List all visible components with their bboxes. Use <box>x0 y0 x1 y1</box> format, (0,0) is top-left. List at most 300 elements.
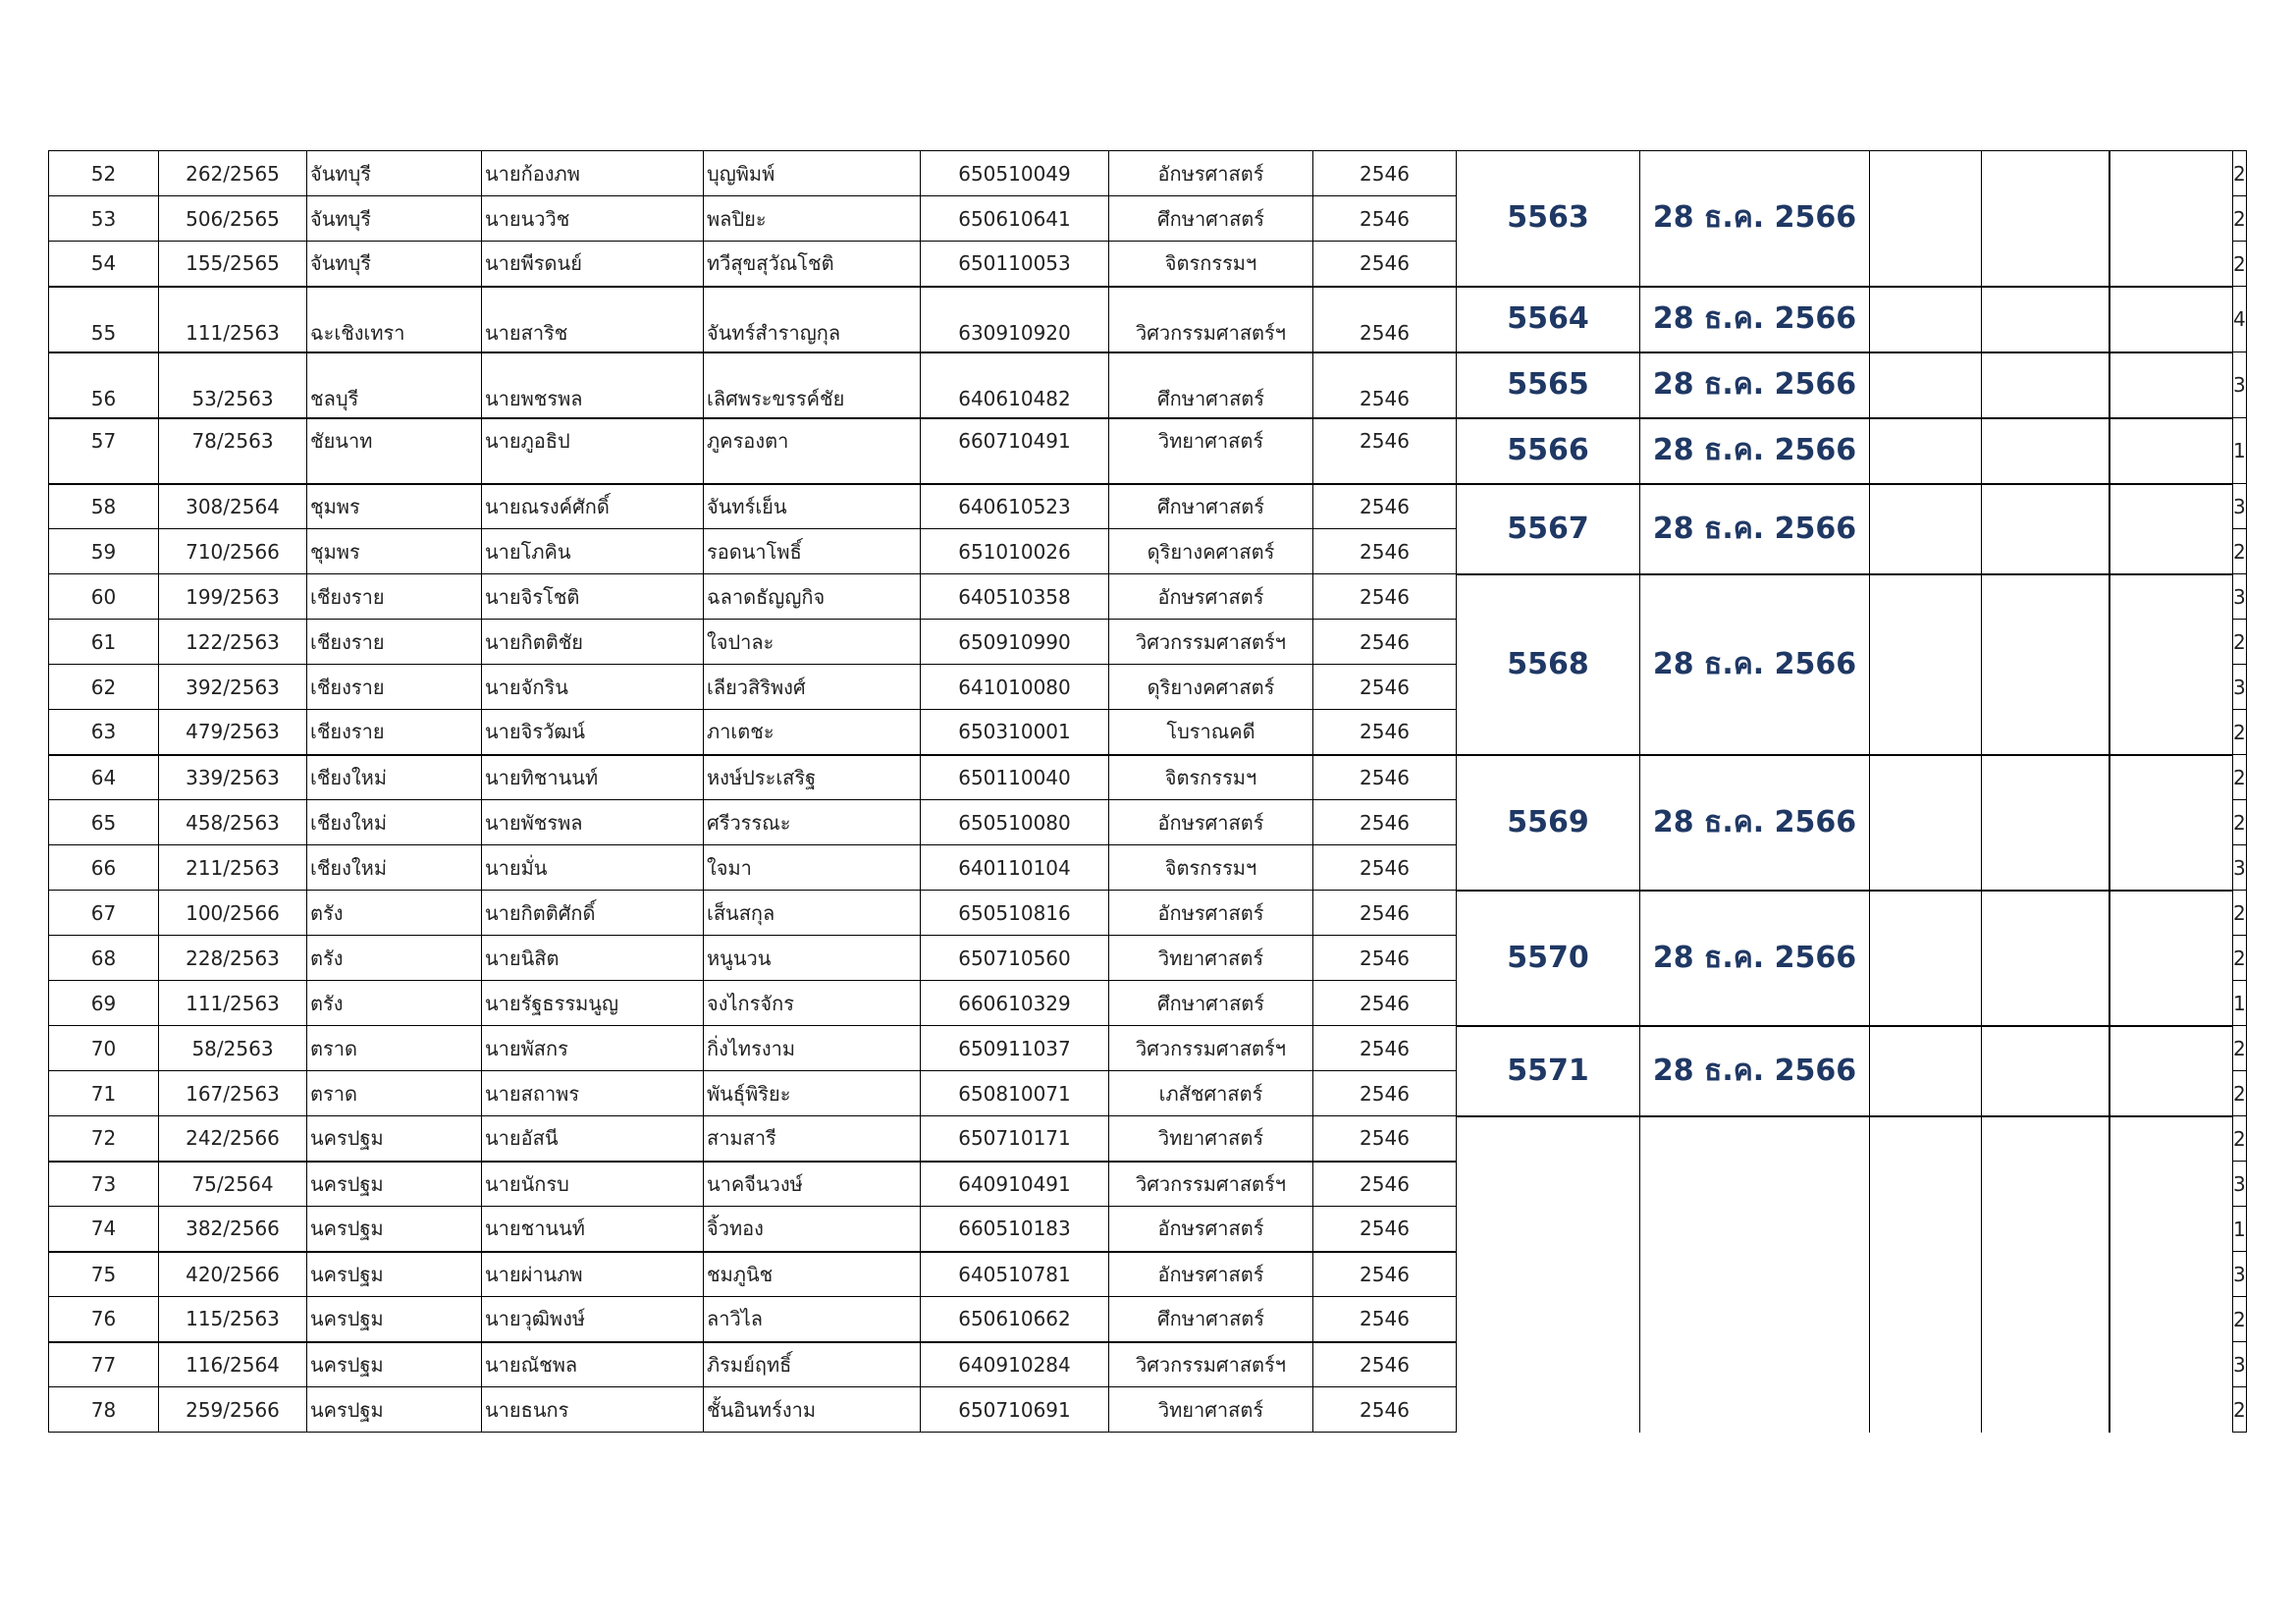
cell-faculty: อักษรศาสตร์ <box>1109 574 1313 620</box>
cell-student-id: 650610662 <box>921 1297 1109 1342</box>
cell-province: จันทบุรี <box>307 196 482 242</box>
cell-first-name: นายพชรพล <box>482 352 704 418</box>
cell-province: ตราด <box>307 1026 482 1071</box>
cell-ref: 392/2563 <box>159 665 307 710</box>
cell-first-name: นายภูอธิป <box>482 418 704 484</box>
cell-first-name: นายก้องภพ <box>482 151 704 196</box>
cell-student-id: 640110104 <box>921 845 1109 891</box>
cell-first-name: นายทิชานนท์ <box>482 755 704 800</box>
cell-ref: 78/2563 <box>159 418 307 484</box>
cell-ref: 58/2563 <box>159 1026 307 1071</box>
cell-province: นครปฐม <box>307 1162 482 1207</box>
cell-ref: 211/2563 <box>159 845 307 891</box>
cell-faculty: อักษรศาสตร์ <box>1109 800 1313 845</box>
cell-province: ตรัง <box>307 936 482 981</box>
cell-no: 72 <box>49 1116 159 1162</box>
cell-first-name: นายพัสกร <box>482 1026 704 1071</box>
group-number <box>1457 1116 1640 1433</box>
cell-first-name: นายชานนท์ <box>482 1207 704 1252</box>
group-number: 5563 <box>1457 151 1640 287</box>
cell-no: 57 <box>49 418 159 484</box>
group-empty-1 <box>1870 755 1982 891</box>
cell-first-name: นายกิตติชัย <box>482 620 704 665</box>
cell-province: นครปฐม <box>307 1116 482 1162</box>
cell-last-col: 2 <box>2233 1387 2247 1433</box>
cell-student-id: 651010026 <box>921 529 1109 574</box>
cell-first-name: นายวุฒิพงษ์ <box>482 1297 704 1342</box>
group-empty-1 <box>1870 891 1982 1026</box>
cell-last-name: จิ้วทอง <box>704 1207 921 1252</box>
table-row <box>49 418 2247 484</box>
cell-no: 67 <box>49 891 159 936</box>
cell-province: ชลบุรี <box>307 352 482 418</box>
cell-last-name: กิ่งไทรงาม <box>704 1026 921 1071</box>
cell-last-col: 3 <box>2233 845 2247 891</box>
cell-first-name: นายพีรดนย์ <box>482 242 704 287</box>
cell-year: 2546 <box>1313 981 1457 1026</box>
cell-first-name: นายธนกร <box>482 1387 704 1433</box>
cell-faculty: ศึกษาศาสตร์ <box>1109 352 1313 418</box>
group-empty-2 <box>1982 287 2109 352</box>
cell-year: 2546 <box>1313 845 1457 891</box>
group-empty-2 <box>1982 484 2109 574</box>
cell-ref: 122/2563 <box>159 620 307 665</box>
cell-student-id: 650110053 <box>921 242 1109 287</box>
cell-last-col: 2 <box>2233 529 2247 574</box>
cell-province: ชุมพร <box>307 529 482 574</box>
cell-year: 2546 <box>1313 1342 1457 1387</box>
cell-ref: 155/2565 <box>159 242 307 287</box>
cell-no: 54 <box>49 242 159 287</box>
cell-first-name: นายนักรบ <box>482 1162 704 1207</box>
cell-last-name: จันทร์เย็น <box>704 484 921 529</box>
cell-first-name: นายสาริช <box>482 287 704 352</box>
group-date: 28 ธ.ค. 2566 <box>1640 484 1870 574</box>
cell-faculty: เภสัชศาสตร์ <box>1109 1071 1313 1116</box>
cell-year: 2546 <box>1313 151 1457 196</box>
cell-year: 2546 <box>1313 936 1457 981</box>
cell-year: 2546 <box>1313 1071 1457 1116</box>
cell-province: เชียงใหม่ <box>307 845 482 891</box>
group-date: 28 ธ.ค. 2566 <box>1640 352 1870 418</box>
cell-faculty: ดุริยางคศาสตร์ <box>1109 529 1313 574</box>
cell-year: 2546 <box>1313 891 1457 936</box>
cell-student-id: 630910920 <box>921 287 1109 352</box>
cell-last-col: 3 <box>2233 484 2247 529</box>
cell-first-name: นายรัฐธรรมนูญ <box>482 981 704 1026</box>
table-row <box>49 574 2247 620</box>
cell-faculty: ศึกษาศาสตร์ <box>1109 1297 1313 1342</box>
cell-last-name: ภาเตชะ <box>704 710 921 755</box>
cell-first-name: นายโภคิน <box>482 529 704 574</box>
cell-year: 2546 <box>1313 1207 1457 1252</box>
record-table <box>48 150 2247 1433</box>
cell-faculty: โบราณคดี <box>1109 710 1313 755</box>
cell-student-id: 640910284 <box>921 1342 1109 1387</box>
cell-province: นครปฐม <box>307 1252 482 1297</box>
group-date: 28 ธ.ค. 2566 <box>1640 418 1870 484</box>
cell-ref: 262/2565 <box>159 151 307 196</box>
group-date: 28 ธ.ค. 2566 <box>1640 287 1870 352</box>
cell-faculty: วิทยาศาสตร์ <box>1109 1116 1313 1162</box>
cell-province: ตราด <box>307 1071 482 1116</box>
group-empty-1 <box>1870 1116 1982 1433</box>
cell-first-name: นายณรงค์ศักดิ์ <box>482 484 704 529</box>
cell-first-name: นายผ่านภพ <box>482 1252 704 1297</box>
cell-first-name: นายสถาพร <box>482 1071 704 1116</box>
cell-last-name: นาคจีนวงษ์ <box>704 1162 921 1207</box>
cell-last-col: 3 <box>2233 574 2247 620</box>
cell-last-col: 2 <box>2233 1026 2247 1071</box>
group-date: 28 ธ.ค. 2566 <box>1640 755 1870 891</box>
group-empty-1 <box>1870 484 1982 574</box>
cell-year: 2546 <box>1313 196 1457 242</box>
cell-year: 2546 <box>1313 620 1457 665</box>
group-number: 5568 <box>1457 574 1640 755</box>
cell-last-col: 1 <box>2233 1207 2247 1252</box>
cell-year: 2546 <box>1313 1162 1457 1207</box>
group-empty-1 <box>1870 418 1982 484</box>
group-empty-2 <box>1982 1026 2109 1116</box>
cell-no: 75 <box>49 1252 159 1297</box>
cell-first-name: นายพัชรพล <box>482 800 704 845</box>
cell-last-col: 2 <box>2233 1071 2247 1116</box>
group-empty-3 <box>2109 418 2233 484</box>
cell-no: 62 <box>49 665 159 710</box>
cell-last-col: 3 <box>2233 1342 2247 1387</box>
cell-year: 2546 <box>1313 755 1457 800</box>
cell-province: เชียงราย <box>307 710 482 755</box>
cell-faculty: วิศวกรรมศาสตร์ฯ <box>1109 1162 1313 1207</box>
cell-last-col: 2 <box>2233 755 2247 800</box>
cell-student-id: 650911037 <box>921 1026 1109 1071</box>
cell-last-name: ศรีวรรณะ <box>704 800 921 845</box>
cell-first-name: นายณัชพล <box>482 1342 704 1387</box>
cell-faculty: อักษรศาสตร์ <box>1109 1207 1313 1252</box>
cell-student-id: 640610482 <box>921 352 1109 418</box>
cell-last-col: 4 <box>2233 287 2247 352</box>
cell-last-name: ภูครองตา <box>704 418 921 484</box>
cell-no: 69 <box>49 981 159 1026</box>
cell-student-id: 660610329 <box>921 981 1109 1026</box>
cell-faculty: วิศวกรรมศาสตร์ฯ <box>1109 1342 1313 1387</box>
cell-last-col: 3 <box>2233 665 2247 710</box>
cell-province: เชียงราย <box>307 620 482 665</box>
cell-year: 2546 <box>1313 1297 1457 1342</box>
cell-faculty: วิทยาศาสตร์ <box>1109 936 1313 981</box>
cell-student-id: 650110040 <box>921 755 1109 800</box>
cell-student-id: 650510080 <box>921 800 1109 845</box>
cell-faculty: วิศวกรรมศาสตร์ฯ <box>1109 1026 1313 1071</box>
group-empty-1 <box>1870 151 1982 287</box>
cell-no: 63 <box>49 710 159 755</box>
cell-last-name: ชมภูนิช <box>704 1252 921 1297</box>
group-empty-1 <box>1870 574 1982 755</box>
cell-year: 2546 <box>1313 1116 1457 1162</box>
cell-year: 2546 <box>1313 529 1457 574</box>
cell-province: เชียงราย <box>307 574 482 620</box>
table-row <box>49 484 2247 529</box>
group-empty-1 <box>1870 352 1982 418</box>
cell-faculty: อักษรศาสตร์ <box>1109 1252 1313 1297</box>
group-empty-2 <box>1982 755 2109 891</box>
cell-last-name: ฉลาดธัญญกิจ <box>704 574 921 620</box>
cell-student-id: 641010080 <box>921 665 1109 710</box>
cell-ref: 458/2563 <box>159 800 307 845</box>
cell-year: 2546 <box>1313 1252 1457 1297</box>
cell-province: เชียงใหม่ <box>307 800 482 845</box>
cell-student-id: 650810071 <box>921 1071 1109 1116</box>
cell-year: 2546 <box>1313 574 1457 620</box>
cell-last-col: 3 <box>2233 352 2247 418</box>
cell-first-name: นายนิสิต <box>482 936 704 981</box>
cell-student-id: 640610523 <box>921 484 1109 529</box>
cell-student-id: 650310001 <box>921 710 1109 755</box>
cell-ref: 259/2566 <box>159 1387 307 1433</box>
cell-last-col: 2 <box>2233 196 2247 242</box>
cell-province: นครปฐม <box>307 1387 482 1433</box>
cell-ref: 167/2563 <box>159 1071 307 1116</box>
cell-student-id: 660710491 <box>921 418 1109 484</box>
cell-last-name: ใจมา <box>704 845 921 891</box>
cell-last-name: จงไกรจักร <box>704 981 921 1026</box>
cell-province: ชุมพร <box>307 484 482 529</box>
cell-ref: 100/2566 <box>159 891 307 936</box>
cell-no: 66 <box>49 845 159 891</box>
group-date: 28 ธ.ค. 2566 <box>1640 151 1870 287</box>
cell-last-col: 2 <box>2233 151 2247 196</box>
cell-province: จันทบุรี <box>307 242 482 287</box>
cell-last-col: 2 <box>2233 891 2247 936</box>
cell-ref: 111/2563 <box>159 287 307 352</box>
group-empty-3 <box>2109 1026 2233 1116</box>
cell-last-name: ภิรมย์ฤทธิ์ <box>704 1342 921 1387</box>
cell-ref: 382/2566 <box>159 1207 307 1252</box>
cell-province: ฉะเชิงเทรา <box>307 287 482 352</box>
cell-province: นครปฐม <box>307 1342 482 1387</box>
cell-no: 59 <box>49 529 159 574</box>
cell-last-col: 2 <box>2233 1116 2247 1162</box>
group-empty-2 <box>1982 574 2109 755</box>
cell-year: 2546 <box>1313 287 1457 352</box>
cell-no: 61 <box>49 620 159 665</box>
cell-faculty: วิศวกรรมศาสตร์ฯ <box>1109 620 1313 665</box>
cell-no: 73 <box>49 1162 159 1207</box>
group-empty-3 <box>2109 287 2233 352</box>
cell-last-name: เลียวสิริพงศ์ <box>704 665 921 710</box>
cell-no: 64 <box>49 755 159 800</box>
group-empty-2 <box>1982 352 2109 418</box>
cell-province: ชัยนาท <box>307 418 482 484</box>
group-empty-3 <box>2109 484 2233 574</box>
cell-student-id: 650710171 <box>921 1116 1109 1162</box>
group-number: 5571 <box>1457 1026 1640 1116</box>
cell-ref: 479/2563 <box>159 710 307 755</box>
cell-no: 74 <box>49 1207 159 1252</box>
cell-last-name: พลปิยะ <box>704 196 921 242</box>
cell-first-name: นายจิรวัฒน์ <box>482 710 704 755</box>
cell-first-name: นายนววิช <box>482 196 704 242</box>
group-number: 5565 <box>1457 352 1640 418</box>
group-date: 28 ธ.ค. 2566 <box>1640 891 1870 1026</box>
cell-year: 2546 <box>1313 1026 1457 1071</box>
cell-ref: 420/2566 <box>159 1252 307 1297</box>
cell-student-id: 650710560 <box>921 936 1109 981</box>
group-number: 5569 <box>1457 755 1640 891</box>
cell-last-name: พันธุ์พิริยะ <box>704 1071 921 1116</box>
cell-year: 2546 <box>1313 710 1457 755</box>
cell-faculty: จิตรกรรมฯ <box>1109 845 1313 891</box>
cell-year: 2546 <box>1313 1387 1457 1433</box>
cell-ref: 506/2565 <box>159 196 307 242</box>
cell-no: 60 <box>49 574 159 620</box>
cell-ref: 228/2563 <box>159 936 307 981</box>
group-number: 5570 <box>1457 891 1640 1026</box>
group-number: 5567 <box>1457 484 1640 574</box>
group-empty-2 <box>1982 151 2109 287</box>
cell-province: เชียงราย <box>307 665 482 710</box>
cell-faculty: ศึกษาศาสตร์ <box>1109 484 1313 529</box>
group-date: 28 ธ.ค. 2566 <box>1640 574 1870 755</box>
cell-last-name: ทวีสุขสุวัณโชติ <box>704 242 921 287</box>
cell-last-col: 2 <box>2233 620 2247 665</box>
table-row <box>49 891 2247 936</box>
cell-ref: 308/2564 <box>159 484 307 529</box>
cell-year: 2546 <box>1313 484 1457 529</box>
group-number: 5564 <box>1457 287 1640 352</box>
cell-ref: 115/2563 <box>159 1297 307 1342</box>
cell-faculty: จิตรกรรมฯ <box>1109 755 1313 800</box>
cell-last-col: 2 <box>2233 1297 2247 1342</box>
table-row <box>49 352 2247 418</box>
cell-ref: 710/2566 <box>159 529 307 574</box>
cell-last-col: 3 <box>2233 1162 2247 1207</box>
cell-last-name: ชั้นอินทร์งาม <box>704 1387 921 1433</box>
cell-last-name: สามสารี <box>704 1116 921 1162</box>
group-empty-3 <box>2109 1116 2233 1433</box>
cell-province: ตรัง <box>307 981 482 1026</box>
cell-first-name: นายอัสนี <box>482 1116 704 1162</box>
cell-no: 52 <box>49 151 159 196</box>
cell-last-name: เลิศพระขรรค์ชัย <box>704 352 921 418</box>
table-row <box>49 1116 2247 1162</box>
cell-year: 2546 <box>1313 352 1457 418</box>
cell-no: 53 <box>49 196 159 242</box>
cell-first-name: นายกิตติศักดิ์ <box>482 891 704 936</box>
cell-province: นครปฐม <box>307 1207 482 1252</box>
cell-last-name: หงษ์ประเสริฐ <box>704 755 921 800</box>
cell-faculty: ศึกษาศาสตร์ <box>1109 196 1313 242</box>
cell-faculty: อักษรศาสตร์ <box>1109 151 1313 196</box>
cell-year: 2546 <box>1313 665 1457 710</box>
cell-last-name: บุญพิมพ์ <box>704 151 921 196</box>
table-row <box>49 151 2247 196</box>
cell-last-col: 2 <box>2233 710 2247 755</box>
table-row <box>49 1026 2247 1071</box>
cell-last-name: เส็นสกุล <box>704 891 921 936</box>
group-empty-1 <box>1870 1026 1982 1116</box>
cell-student-id: 640510358 <box>921 574 1109 620</box>
cell-faculty: วิทยาศาสตร์ <box>1109 418 1313 484</box>
cell-student-id: 640510781 <box>921 1252 1109 1297</box>
cell-student-id: 650610641 <box>921 196 1109 242</box>
cell-last-col: 1 <box>2233 418 2247 484</box>
table-row <box>49 287 2247 352</box>
cell-no: 78 <box>49 1387 159 1433</box>
cell-student-id: 650910990 <box>921 620 1109 665</box>
cell-student-id: 660510183 <box>921 1207 1109 1252</box>
cell-last-col: 2 <box>2233 936 2247 981</box>
cell-last-name: จันทร์สำราญกุล <box>704 287 921 352</box>
cell-no: 58 <box>49 484 159 529</box>
cell-ref: 111/2563 <box>159 981 307 1026</box>
group-date: 28 ธ.ค. 2566 <box>1640 1026 1870 1116</box>
cell-ref: 116/2564 <box>159 1342 307 1387</box>
cell-last-col: 2 <box>2233 800 2247 845</box>
group-empty-2 <box>1982 1116 2109 1433</box>
cell-first-name: นายมั่น <box>482 845 704 891</box>
table-row <box>49 755 2247 800</box>
cell-last-col: 2 <box>2233 242 2247 287</box>
cell-year: 2546 <box>1313 418 1457 484</box>
cell-no: 56 <box>49 352 159 418</box>
cell-faculty: ดุริยางคศาสตร์ <box>1109 665 1313 710</box>
cell-ref: 242/2566 <box>159 1116 307 1162</box>
cell-faculty: วิทยาศาสตร์ <box>1109 1387 1313 1433</box>
cell-no: 55 <box>49 287 159 352</box>
group-empty-2 <box>1982 418 2109 484</box>
table-body <box>49 151 2247 1433</box>
cell-province: จันทบุรี <box>307 151 482 196</box>
cell-faculty: วิศวกรรมศาสตร์ฯ <box>1109 287 1313 352</box>
group-empty-3 <box>2109 151 2233 287</box>
cell-ref: 199/2563 <box>159 574 307 620</box>
cell-province: ตรัง <box>307 891 482 936</box>
cell-last-col: 1 <box>2233 981 2247 1026</box>
group-number: 5566 <box>1457 418 1640 484</box>
cell-province: เชียงใหม่ <box>307 755 482 800</box>
cell-last-name: ใจปาละ <box>704 620 921 665</box>
cell-last-name: รอดนาโพธิ์ <box>704 529 921 574</box>
cell-province: นครปฐม <box>307 1297 482 1342</box>
group-empty-2 <box>1982 891 2109 1026</box>
cell-no: 76 <box>49 1297 159 1342</box>
cell-faculty: จิตรกรรมฯ <box>1109 242 1313 287</box>
cell-last-name: หนูนวน <box>704 936 921 981</box>
cell-no: 65 <box>49 800 159 845</box>
cell-no: 70 <box>49 1026 159 1071</box>
cell-first-name: นายจักริน <box>482 665 704 710</box>
cell-last-name: ลาวิไล <box>704 1297 921 1342</box>
group-empty-3 <box>2109 891 2233 1026</box>
cell-ref: 75/2564 <box>159 1162 307 1207</box>
cell-no: 77 <box>49 1342 159 1387</box>
cell-faculty: ศึกษาศาสตร์ <box>1109 981 1313 1026</box>
cell-faculty: อักษรศาสตร์ <box>1109 891 1313 936</box>
cell-student-id: 650510816 <box>921 891 1109 936</box>
cell-ref: 339/2563 <box>159 755 307 800</box>
cell-student-id: 650510049 <box>921 151 1109 196</box>
cell-no: 68 <box>49 936 159 981</box>
group-empty-3 <box>2109 574 2233 755</box>
cell-student-id: 650710691 <box>921 1387 1109 1433</box>
group-empty-3 <box>2109 755 2233 891</box>
cell-no: 71 <box>49 1071 159 1116</box>
cell-last-col: 3 <box>2233 1252 2247 1297</box>
group-empty-3 <box>2109 352 2233 418</box>
cell-first-name: นายจิรโชติ <box>482 574 704 620</box>
cell-year: 2546 <box>1313 242 1457 287</box>
